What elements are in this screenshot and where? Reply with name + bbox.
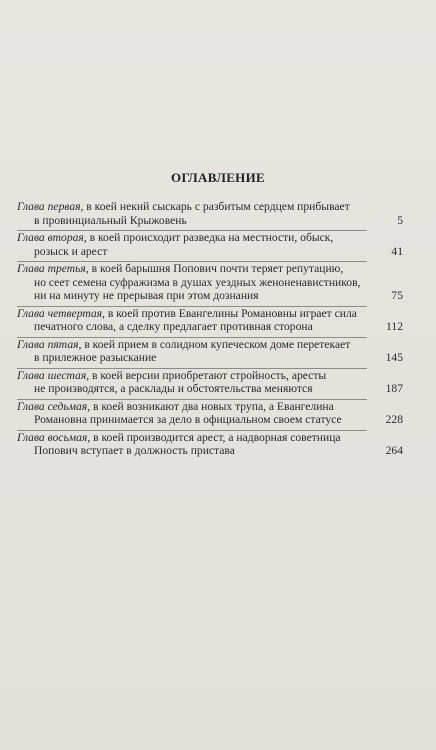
- toc-description-line: Попович вступает в должность пристава: [34, 444, 235, 457]
- toc-page-number: 145: [385, 351, 403, 364]
- toc-entry-first-line: [17, 338, 403, 352]
- toc-page-number: 41: [391, 244, 403, 258]
- toc-entry-first-line: [17, 231, 403, 245]
- toc-page-number: 228: [385, 413, 403, 426]
- toc-entry-first-line: [17, 307, 403, 321]
- toc-entry[interactable]: [17, 400, 403, 427]
- toc-description-line: розыск и арест: [34, 244, 108, 258]
- toc-description-line: но сеет семена суфражизма в душах уездных женоненавистников,: [34, 275, 361, 289]
- toc-entry[interactable]: [17, 200, 403, 227]
- toc-entry-first-line: [17, 200, 403, 214]
- toc-chapter-title: Глава четвертая: [17, 306, 103, 320]
- toc-description-line: , в коей против Евангелины Романовны играет сила: [102, 306, 357, 320]
- table-of-contents: [17, 200, 403, 461]
- toc-chapter-title: Глава третья: [17, 262, 86, 275]
- toc-description-line: , в коей происходит разведка на местности, обыск,: [83, 231, 334, 244]
- toc-chapter-title: Глава седьмая: [17, 399, 88, 413]
- toc-entry-text: [17, 338, 403, 365]
- toc-description-line: Романовна принимается за дело в официальном своем статусе: [34, 413, 342, 426]
- toc-entry-first-line: [17, 431, 403, 445]
- toc-entry[interactable]: [17, 369, 403, 396]
- toc-entry-text: [17, 307, 403, 334]
- toc-description-line: , в коей производится арест, а надворная советница: [87, 430, 341, 444]
- toc-page-number: 5: [397, 213, 403, 227]
- toc-entry[interactable]: [17, 262, 403, 303]
- toc-description-line: , в коей некий сыскарь с разбитым сердцем прибывает: [80, 200, 350, 213]
- toc-description-line: не производятся, а расклады и обстоятельства меняются: [34, 382, 313, 395]
- toc-entry-text: [17, 262, 403, 303]
- toc-description-line: , в коей прием в солидном купеческом доме перетекает: [78, 337, 351, 351]
- toc-chapter-title: Глава восьмая: [17, 430, 88, 444]
- toc-page-number: 264: [385, 444, 403, 457]
- toc-entry-text: [17, 369, 403, 396]
- toc-description-line: в прилежное разыскание: [34, 351, 157, 364]
- toc-chapter-title: Глава первая: [17, 200, 81, 213]
- page-title: ОГЛАВЛЕНИЕ: [171, 170, 265, 185]
- toc-page-number: 112: [386, 320, 403, 333]
- toc-entry[interactable]: [17, 307, 403, 334]
- toc-description-line: ни на минуту не прерывая при этом дознания: [34, 289, 259, 302]
- toc-chapter-title: Глава вторая: [17, 231, 84, 244]
- toc-entry[interactable]: [17, 431, 403, 458]
- toc-page-number: 187: [385, 382, 403, 395]
- toc-entry[interactable]: [17, 338, 403, 365]
- toc-chapter-title: Глава пятая: [17, 337, 79, 351]
- toc-entry[interactable]: [17, 231, 403, 258]
- toc-page-number: 75: [391, 289, 403, 302]
- toc-entry-text: [17, 231, 403, 258]
- toc-chapter-title: Глава шестая: [17, 368, 87, 382]
- toc-description-line: в провинциальный Крыжовень: [34, 213, 187, 227]
- toc-description-line: , в коей барышня Попович почти теряет репутацию,: [85, 262, 344, 275]
- toc-entry-text: [17, 400, 403, 427]
- toc-entry-text: [17, 200, 403, 227]
- toc-description-line: , в коей версии приобретают стройность, аресты: [86, 368, 327, 382]
- toc-entry-first-line: [17, 400, 403, 414]
- toc-description-line: печатного слова, а сделку предлагает противная сторона: [34, 320, 313, 333]
- toc-entry-first-line: [17, 262, 403, 276]
- toc-description-line: , в коей возникают два новых трупа, а Евангелина: [87, 399, 334, 413]
- toc-entry-text: [17, 431, 403, 458]
- toc-entry-first-line: [17, 369, 403, 383]
